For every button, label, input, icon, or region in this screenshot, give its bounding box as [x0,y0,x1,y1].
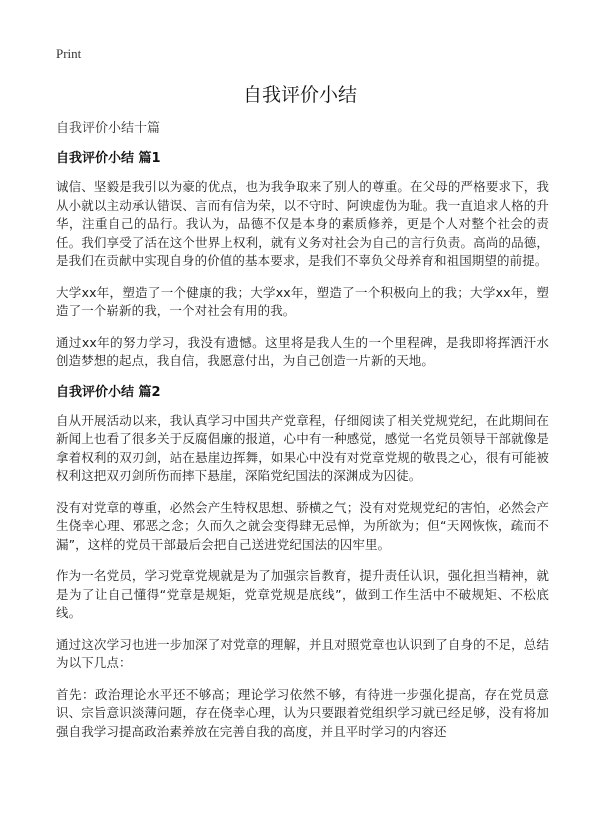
section-2 [56,384,549,742]
paragraph: 诚信、坚毅是我引以为豪的优点，也为我争取来了别人的尊重。在父母的严格要求下，我从小就以主动承认错误、言而有信为荣，以不守时、阿谀虚伪为耻。我一直追求人格的升华，注重自己的品行。我认为，品德不仅是本身的素质修养，更是个人对整个社会的责任。我们享受了活在这个世界上权利，就有义务对社会为自己的言行负责。高尚的品德，是我们在贡献中实现自身的价值的基本要求，是我们不辜负父母养育和祖国期望的前提。 [56,179,549,268]
paragraph: 自从开展活动以来，我认真学习中国共产党章程，仔细阅读了相关党规党纪，在此期间在新闻上也看了很多关于反腐倡廉的报道，心中有一种感觉，感觉一名党员领导干部就像是拿着权利的双刃剑，站在悬崖边挥舞，如果心中没有对党章党规的敬畏之心，很有可能被权利这把双刃剑所伤而摔下悬崖，深陷党纪国法的深渊成为囚徒。 [56,412,549,483]
paragraph: 首先：政治理论水平还不够高；理论学习依然不够，有待进一步强化提高，存在党员意识、宗旨意识淡薄问题，存在侥幸心理，认为只要跟着党组织学习就已经足够，没有将加强自我学习提高政治素养放在完善自我的高度，并且平时学习的内容还 [56,686,549,739]
print-link[interactable]: Print [56,46,82,61]
paragraph: 通过xx年的努力学习，我没有遗憾。这里将是我人生的一个里程碑，是我即将挥洒汗水创造梦想的起点，我自信，我愿意付出，为自己创造一片新的天地。 [56,334,549,368]
section-1 [56,150,549,371]
document-body [56,120,549,754]
section-heading: 自我评价小结 篇2 [56,384,161,400]
paragraph: 通过这次学习也进一步加深了对党章的理解，并且对照党章也认识到了自身的不足，总结为以下几点： [56,636,549,670]
paragraph: 没有对党章的尊重，必然会产生特权思想、骄横之气；没有对党规党纪的害怕，必然会产生侥幸心理、邪恶之念；久而久之就会变得肆无忌惮，为所欲为；但“天网恢恢，疏而不漏”，这样的党员干部最后会把自己送进党纪国法的囚牢里。 [56,499,549,552]
document-subtitle: 自我评价小结十篇 [56,121,161,136]
section-heading: 自我评价小结 篇1 [56,151,161,166]
paragraph: 大学xx年，塑造了一个健康的我；大学xx年，塑造了一个积极向上的我；大学xx年，塑造了一个崭新的我，一个对社会有用的我。 [56,284,549,318]
page-title: 自我评价小结 [242,84,357,106]
paragraph: 作为一名党员，学习党章党规就是为了加强宗旨教育，提升责任认识，强化担当精神，就是为了让自己懂得“党章是规矩，党章党规是底线”，做到工作生活中不破规矩、不松底线。 [56,568,549,620]
